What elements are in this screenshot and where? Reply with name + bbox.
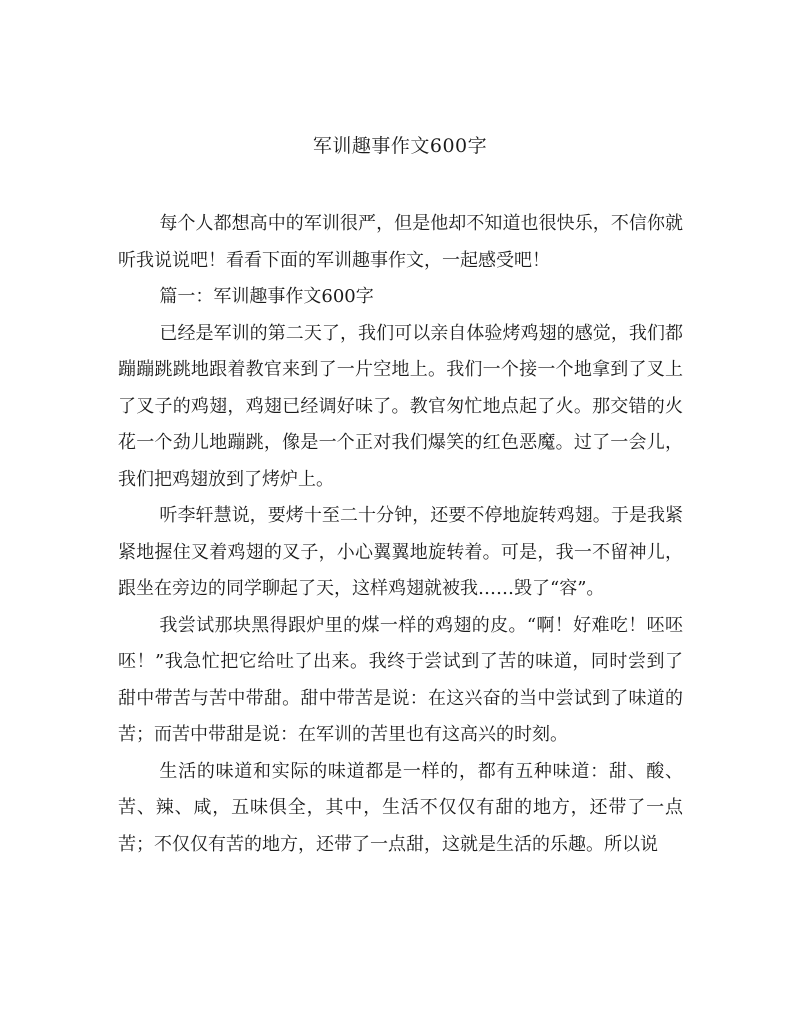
section-heading: 篇一：军训趣事作文600字 <box>159 286 374 307</box>
paragraph: 已经是军训的第二天了，我们可以亲自体验烤鸡翅的感觉，我们都蹦蹦跳跳地跟着教官来到了一片空地上。我们一个接一个地拿到了叉上了叉子的鸡翅，鸡翅已经调好味了。教官匆忙地点起了火。那交错的火花一个劲儿地蹦跳，像是一个正对我们爆笑的红色恶魔。过了一会儿，我们把鸡翅放到了烤炉上。 <box>118 322 683 490</box>
document-body <box>118 206 683 863</box>
paragraph: 我尝试那块黑得跟炉里的煤一样的鸡翅的皮。“啊！好难吃！呸呸呸！”我急忙把它给吐了出来。我终于尝试到了苦的味道，同时尝到了甜中带苦与苦中带甜。甜中带苦是说：在这兴奋的当中尝试到了味道的苦；而苦中带甜是说：在军训的苦里也有这高兴的时刻。 <box>118 614 683 745</box>
paragraph: 生活的味道和实际的味道都是一样的，都有五种味道：甜、酸、苦、辣、咸，五味俱全，其中，生活不仅仅有甜的地方，还带了一点苦；不仅仅有苦的地方，还带了一点甜，这就是生活的乐趣。所以说 <box>118 760 683 855</box>
document-title: 军训趣事作文600字 <box>312 135 488 157</box>
paragraph: 听李轩慧说，要烤十至二十分钟，还要不停地旋转鸡翅。于是我紧紧地握住叉着鸡翅的叉子，小心翼翼地旋转着。可是，我一不留神儿，跟坐在旁边的同学聊起了天，这样鸡翅就被我……毁了“容”。 <box>118 505 683 599</box>
paragraph: 每个人都想高中的军训很严，但是他却不知道也很快乐，不信你就听我说说吧！看看下面的军训趣事作文，一起感受吧！ <box>118 213 683 271</box>
